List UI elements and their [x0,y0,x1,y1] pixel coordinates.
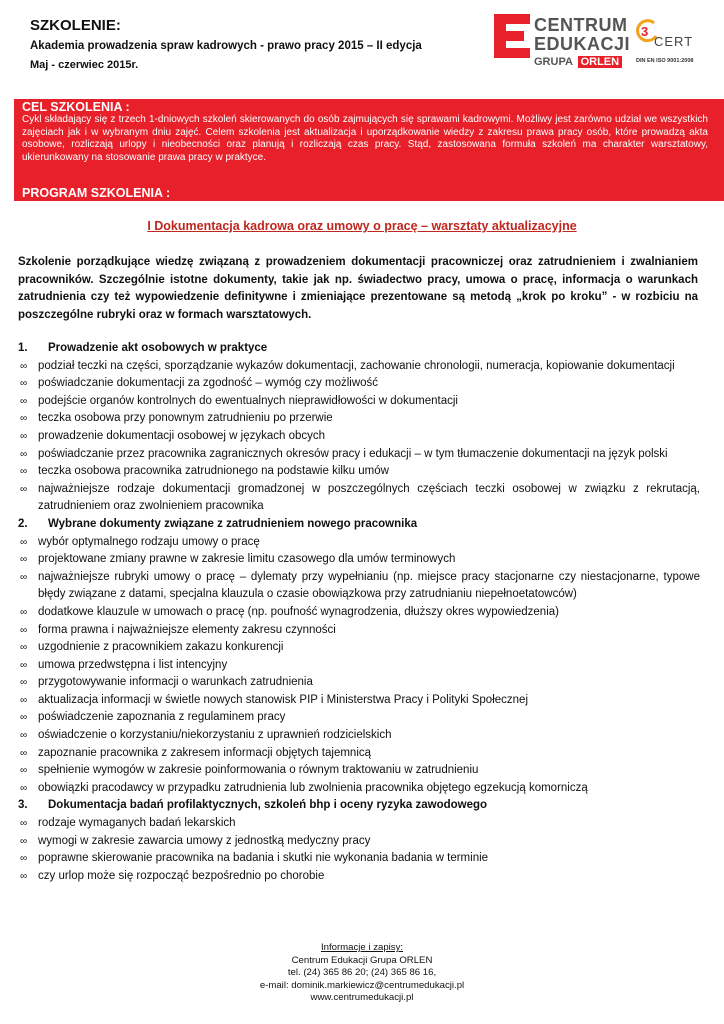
list-item-text: teczka osobowa przy ponownym zatrudnieniu po przerwie [38,412,333,425]
infinity-bullet-icon: ∞ [20,782,28,794]
list-item-text: projektowane zmiany prawne w zakresie limitu czasowego dla umów terminowych [38,553,456,566]
program-group-title [18,516,700,534]
list-item-text: najważniejsze rodzaje dokumentacji gromadzonej w poszczególnych częściach teczki osobowej w związku z rekrutacją, zatrudnieniem oraz zwolnieniem pracownika [38,482,700,513]
infinity-bullet-icon: ∞ [20,835,28,847]
infinity-bullet-icon: ∞ [20,378,28,390]
logo-orlen: ORLEN [578,56,623,68]
goal-band [14,99,724,201]
list-item-text: oświadczenie o korzystaniu/niekorzystaniu z uprawnień rodzicielskich [38,729,392,742]
list-item [18,657,700,675]
list-item-text: teczka osobowa pracownika zatrudnionego na podstawie kilku umów [38,465,389,478]
footer-email[interactable]: e-mail: dominik.markiewicz@centrumedukacji.pl [259,979,465,991]
list-item-text: uzgodnienie z pracownikiem zakazu konkurencji [38,641,284,654]
logo-line2: EDUKACJI [534,34,631,54]
infinity-bullet-icon: ∞ [20,853,28,865]
infinity-bullet-icon: ∞ [20,571,28,583]
list-item-text: poświadczenie zapoznania z regulaminem pracy [38,711,286,724]
infinity-bullet-icon: ∞ [20,712,28,724]
list-item [18,622,700,640]
program-group-title [18,797,700,815]
infinity-bullet-icon: ∞ [20,765,28,777]
footer-website[interactable]: www.centrumedukacji.pl [310,992,414,1003]
footer-company: Centrum Edukacji Grupa ORLEN [291,954,433,966]
svg-text:3: 3 [641,24,649,39]
centrum-edukacji-logo [494,14,706,76]
infinity-bullet-icon: ∞ [20,448,28,460]
infinity-bullet-icon: ∞ [20,677,28,689]
list-item-text: podejście organów kontrolnych do ewentualnych nieprawidłowości w dokumentacji [38,394,458,407]
infinity-bullet-icon: ∞ [20,430,28,442]
list-item [18,850,700,868]
e-logo-icon [494,14,530,58]
group-title-text: Dokumentacja badań profilaktycznych, szkoleń bhp i oceny ryzyka zawodowego [48,799,488,812]
group-number: 3. [18,799,28,812]
document-header [0,0,724,96]
list-item-text: dodatkowe klauzule w umowach o pracę (np. poufność wynagrodzenia, dłuższy okres wypowiedzenia) [38,605,559,618]
list-item-text: spełnienie wymogów w zakresie poinformowania o równym traktowaniu w zatrudnieniu [38,764,479,777]
section-title: I Dokumentacja kadrowa oraz umowy o pracę – warsztaty aktualizacyjne [147,219,577,233]
list-item-text: rodzaje wymaganych badań lekarskich [38,817,236,830]
infinity-bullet-icon: ∞ [20,659,28,671]
logo-grupa: GRUPA [534,56,573,68]
list-item-text: zapoznanie pracownika z zakresem informacji objętych tajemnicą [38,746,372,759]
list-item-text: wybór optymalnego rodzaju umowy o pracę [38,535,260,548]
list-item [18,463,700,481]
infinity-bullet-icon: ∞ [20,536,28,548]
list-item [18,762,700,780]
list-item [18,569,700,604]
list-item-text: wymogi w zakresie zawarcia umowy z jednostką medyczny pracy [38,834,371,847]
list-item-text: umowa przedwstępna i list intencyjny [38,658,228,671]
infinity-bullet-icon: ∞ [20,747,28,759]
infinity-bullet-icon: ∞ [20,694,28,706]
list-item-text: najważniejsze rubryki umowy o pracę – dylematy przy wypełnianiu (np. miejsce pracy stacjonarne czy niestacjonarne, typowe błędy związane z datami, specjalna klauzula o czasie obowiązkowa przy zatrudnianiu niepełnoetatowców) [38,570,700,601]
list-item [18,428,700,446]
infinity-bullet-icon: ∞ [20,642,28,654]
list-item [18,727,700,745]
cert-label: CERT [654,34,694,49]
list-item [18,534,700,552]
list-item [18,745,700,763]
list-item-text: poprawne skierowanie pracownika na badania i skutki nie wykonania badania w terminie [38,852,489,865]
group-title-text: Wybrane dokumenty związane z zatrudnieniem nowego pracownika [48,517,418,530]
list-item-text: obowiązki pracodawcy w przypadku zatrudnienia lub zwolnienia pracownika objętego egzekucją komorniczą [38,781,588,794]
infinity-bullet-icon: ∞ [20,818,28,830]
list-item [18,410,700,428]
list-item [18,446,700,464]
list-item [18,551,700,569]
program-intro: Szkolenie porządkujące wiedzę związaną z prowadzeniem dokumentacji pracowniczej oraz zatrudnieniem i zwalnianiem pracowników. Szczególnie istotne dokumenty, takie jak np. świadectwo pracy, umowa o pracę, informacja o warunkach zatrudnienia czy też wypowiedzenie definitywne i zmieniające prezentowane są metodą „krok po kroku” - w rozbiciu na poszczególne rubryki oraz w formach warsztatowych. [18,256,698,321]
group-title-text: Prowadzenie akt osobowych w praktyce [48,342,268,354]
goal-heading: CEL SZKOLENIA : [22,100,130,114]
infinity-bullet-icon: ∞ [20,624,28,636]
list-item [18,639,700,657]
list-item [18,393,700,411]
infinity-bullet-icon: ∞ [20,606,28,618]
list-item [18,481,700,516]
infinity-bullet-icon: ∞ [20,413,28,425]
list-item-text: prowadzenie dokumentacji osobowej w językach obcych [38,429,326,442]
infinity-bullet-icon: ∞ [20,466,28,478]
group-number: 2. [18,517,28,530]
logo-line1: CENTRUM [534,15,628,35]
infinity-bullet-icon: ∞ [20,360,28,372]
infinity-bullet-icon: ∞ [20,483,28,495]
training-title: Akademia prowadzenia spraw kadrowych - prawo pracy 2015 – II edycja [30,40,422,52]
infinity-bullet-icon: ∞ [20,870,28,882]
list-item-text: podział teczki na części, sporządzanie wykazów dokumentacji, zachowanie chronologii, numeracja, kopiowanie dokumentacji [38,359,675,372]
list-item [18,358,700,376]
list-item [18,780,700,798]
program-group-title [18,340,700,358]
list-item-text: aktualizacja informacji w świetle nowych stanowisk PIP i Ministerstwa Pracy i Polityki Społecznej [38,693,528,706]
list-item [18,833,700,851]
logo-line3 [534,56,622,68]
list-item [18,692,700,710]
list-item-text: poświadczanie dokumentacji za zgodność – wymóg czy możliwość [38,377,379,390]
list-item-text: poświadczanie przez pracownika zagranicznych okresów pracy i edukacji – w tym tłumaczenie dokumentacji na język polski [38,447,668,460]
goal-description: Cykl składający się z trzech 1-dniowych szkoleń skierowanych do osób zajmujących się sprawami kadrowymi. Możliwy jest zarówno udział we wszystkich zajęciach jak i w wybranym dniu zajęć. Celem szkolenia jest aktualizacja i uporządkowanie wiedzy z zakresu prawa pracy osób, które prowadzą akta osobowe, rozliczają urlopy i nieobecności oraz planują i rozliczają czas pracy. Stąd, zastosowana formuła szkoleń ma charakter warsztatowy, ukierunkowany na stosowanie prawa pracy w praktyce. [22,114,708,163]
list-item [18,674,700,692]
infinity-bullet-icon: ∞ [20,730,28,742]
list-item [18,815,700,833]
footer-phone: tel. (24) 365 86 20; (24) 365 86 16, [287,967,437,978]
list-item-text: forma prawna i najważniejsze elementy zakresu czynności [38,623,336,636]
list-item [18,709,700,727]
group-number: 1. [18,342,28,354]
list-item-text: czy urlop może się rozpocząć bezpośrednio po chorobie [38,869,325,882]
program-heading: PROGRAM SZKOLENIA : [22,186,171,200]
din-certificate: DIN EN ISO 9001:2008 [636,58,694,64]
infinity-bullet-icon: ∞ [20,395,28,407]
list-item [18,375,700,393]
list-item [18,604,700,622]
training-date: Maj - czerwiec 2015r. [30,59,139,71]
training-label: SZKOLENIE: [30,17,121,34]
infinity-bullet-icon: ∞ [20,554,28,566]
list-item [18,868,700,886]
list-item-text: przygotowywanie informacji o warunkach zatrudnienia [38,676,313,689]
footer-heading: Informacje i zapisy: [320,942,404,953]
program-list [18,340,700,885]
contact-footer [0,942,724,1005]
